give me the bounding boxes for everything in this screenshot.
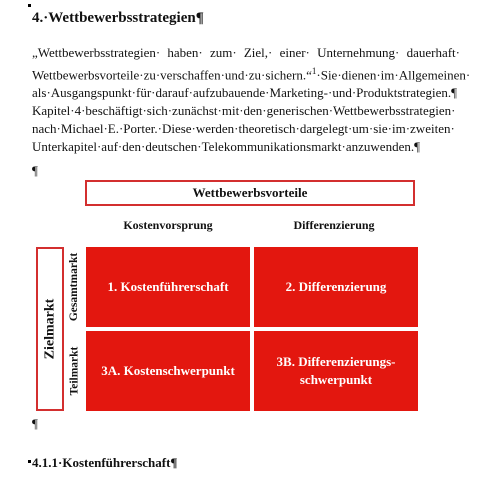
paragraph-line: als·Ausgangspunkt·für·darauf·aufzubauende·Marketing-·und·Produktstrategien.¶ bbox=[32, 85, 457, 101]
paragraph-line: Kapitel·4·beschäftigt·sich·zunächst·mit·den·generischen·Wettbewerbsstrategien· bbox=[32, 103, 456, 119]
body-paragraph[interactable] bbox=[32, 44, 471, 156]
matrix-cell-kostenschwerpunkt: 3A. Kostenschwerpunkt bbox=[86, 331, 250, 411]
side-label-zielmarkt: Zielmarkt bbox=[42, 298, 57, 360]
diagram-title-box: Wettbewerbsvorteile bbox=[85, 180, 415, 206]
empty-paragraph-mark: ¶ bbox=[32, 416, 38, 431]
row-label-teilmarkt: Teilmarkt bbox=[68, 346, 80, 396]
paragraph-line-part: ·Sie·dienen·im·Allgemeinen· bbox=[316, 67, 471, 83]
footnote-reference[interactable]: 1 bbox=[311, 66, 317, 76]
paragraph-line: „Wettbewerbsstrategien· haben· zum· Ziel,· einer· Unternehmung· dauerhaft· bbox=[32, 45, 460, 60]
side-label-box bbox=[36, 247, 64, 411]
row-label-gesamtmarkt: Gesamtmarkt bbox=[68, 252, 80, 322]
column-header-differenzierung: Differenzierung bbox=[293, 218, 375, 232]
paragraph-line bbox=[32, 62, 471, 84]
paragraph-mark-bullet bbox=[28, 460, 31, 463]
paragraph-line-part: Wettbewerbsvorteile·zu·verschaffen·und·zu·sichern.“ bbox=[32, 67, 312, 83]
column-header-kostenvorsprung: Kostenvorsprung bbox=[123, 218, 213, 232]
row-label-teilmarkt-wrap bbox=[64, 331, 84, 411]
paragraph-mark-bullet bbox=[28, 4, 31, 7]
matrix-cell-kostenfuehrerschaft: 1. Kostenführerschaft bbox=[86, 247, 250, 327]
paragraph-line: Unterkapitel·auf·den·deutschen·Telekommunikationsmarkt·anzuwenden.¶ bbox=[32, 139, 420, 155]
matrix-cell-differenzierung: 2. Differenzierung bbox=[254, 247, 418, 327]
section-heading[interactable]: 4.·Wettbewerbsstrategien¶ bbox=[32, 10, 204, 26]
subsection-heading[interactable]: 4.1.1·Kostenführerschaft¶ bbox=[32, 455, 178, 470]
matrix-cell-differenzierungsschwerpunkt: 3B. Differenzierungs- schwerpunkt bbox=[254, 331, 418, 411]
empty-paragraph-mark: ¶ bbox=[32, 163, 38, 178]
paragraph-line: nach·Michael·E.·Porter.·Diese·werden·theoretisch·dargelegt·um·sie·im·zweiten· bbox=[32, 121, 455, 137]
row-label-gesamtmarkt-wrap bbox=[64, 247, 84, 327]
